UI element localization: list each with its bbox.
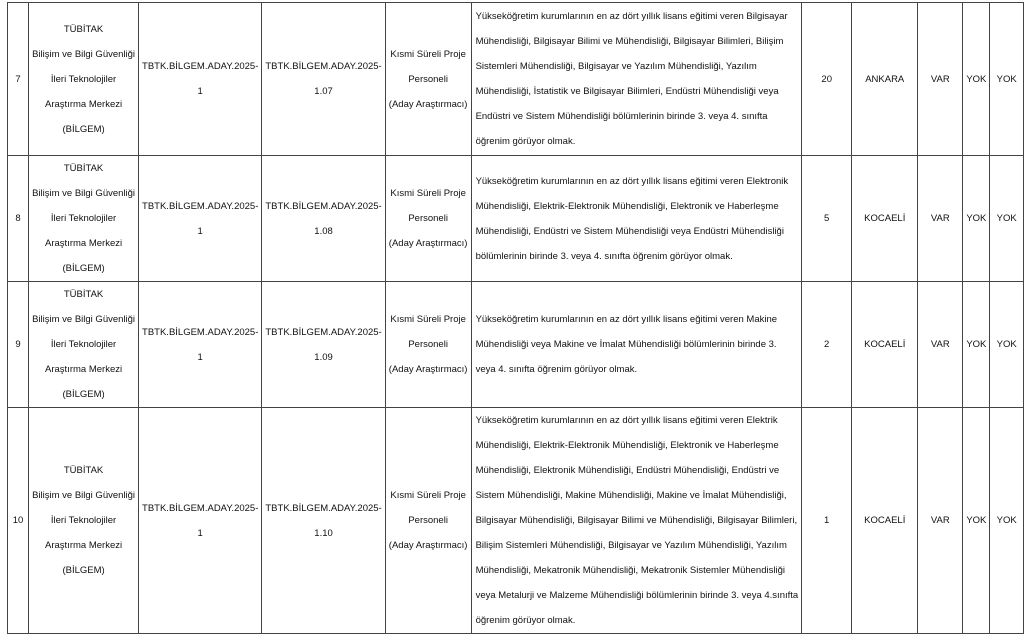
institution-cell	[29, 282, 139, 408]
position-line: (Aday Araştırmacı)	[388, 238, 468, 249]
city-cell: ANKARA	[852, 3, 918, 156]
count-cell: 5	[802, 156, 852, 282]
institution-line: Bilişim ve Bilgi Güvenliği	[32, 314, 136, 325]
position-cell	[385, 3, 471, 156]
requirement-line: veya 4. sınıfta öğrenim görüyor olmak.	[475, 364, 638, 375]
institution-line: İleri Teknolojiler	[50, 515, 117, 526]
requirement-line: Mühendisliği, İstatistik ve Bilgisayar Bilimleri, Endüstri Mühendisliği veya	[475, 86, 779, 97]
institution-cell	[29, 408, 139, 634]
requirement-line: Yükseköğretim kurumlarının en az dört yıllık lisans eğitimi veren Elektrik	[475, 415, 778, 426]
position-line: Personeli	[408, 73, 448, 85]
position-cell	[385, 408, 471, 634]
institution-line: Bilişim ve Bilgi Güvenliği	[32, 490, 136, 501]
institution-line: (BİLGEM)	[62, 389, 105, 400]
institution-line: Araştırma Merkezi	[45, 540, 123, 551]
requirement-line: Mühendisliği, Endüstri ve Sistem Mühendisliği veya Endüstri Mühendisliği	[475, 225, 784, 237]
position-code-cell	[262, 3, 385, 156]
count-cell: 2	[802, 282, 852, 408]
position-line: (Aday Araştırmacı)	[388, 540, 468, 551]
institution-line: İleri Teknolojiler	[50, 73, 117, 85]
position-code-line: 1.10	[314, 527, 333, 539]
table-row	[8, 3, 1024, 156]
var-yok-cell-a: VAR	[918, 408, 963, 634]
requirement-line: Yükseköğretim kurumlarının en az dört yıllık lisans eğitimi veren Bilgisayar	[475, 11, 788, 22]
job-listing-table	[7, 2, 1024, 634]
position-cell	[385, 282, 471, 408]
institution-line: TÜBİTAK	[63, 465, 104, 476]
position-code-line: TBTK.BİLGEM.ADAY.2025-	[265, 61, 382, 72]
var-yok-cell-b: YOK	[963, 282, 990, 408]
institution-line: TÜBİTAK	[63, 23, 104, 35]
requirement-line: Sistemleri Mühendisliği, Bilgisayar ve Yazılım Mühendisliği, Yazılım	[475, 61, 757, 72]
var-yok-cell-a: VAR	[918, 156, 963, 282]
requirement-line: öğrenim görüyor olmak.	[475, 615, 576, 626]
requirement-line: bölümlerinin birinde 3. veya 4. sınıfta öğrenim görüyor olmak.	[475, 250, 733, 262]
ad-code-line: TBTK.BİLGEM.ADAY.2025-	[142, 61, 259, 72]
count-cell: 20	[802, 3, 852, 156]
position-line: Kısmi Süreli Proje	[390, 188, 466, 199]
institution-line: TÜBİTAK	[63, 289, 104, 300]
ad-code-cell	[139, 3, 262, 156]
var-yok-cell-c: YOK	[990, 156, 1024, 282]
position-code-line: TBTK.BİLGEM.ADAY.2025-	[265, 200, 382, 212]
var-yok-cell-a: VAR	[918, 3, 963, 156]
city-cell: KOCAELİ	[852, 408, 918, 634]
position-line: Kısmi Süreli Proje	[390, 490, 466, 501]
requirements-cell	[471, 408, 802, 634]
position-cell	[385, 156, 471, 282]
var-yok-cell-c: YOK	[990, 282, 1024, 408]
requirement-line: Mühendisliği, Elektrik-Elektronik Mühendisliği, Elektronik ve Haberleşme	[475, 200, 779, 212]
count-cell: 1	[802, 408, 852, 634]
requirements-cell	[471, 3, 802, 156]
table-row	[8, 156, 1024, 282]
institution-line: İleri Teknolojiler	[50, 213, 117, 224]
ad-code-line: TBTK.BİLGEM.ADAY.2025-	[142, 200, 259, 212]
institution-line: Bilişim ve Bilgi Güvenliği	[32, 48, 136, 60]
ad-code-line: TBTK.BİLGEM.ADAY.2025-	[142, 326, 259, 338]
requirements-cell	[471, 282, 802, 408]
position-line: Kısmi Süreli Proje	[390, 48, 466, 60]
ad-code-line: 1	[197, 225, 203, 237]
institution-line: Araştırma Merkezi	[45, 98, 123, 110]
position-line: (Aday Araştırmacı)	[388, 364, 468, 375]
city-cell: KOCAELİ	[852, 156, 918, 282]
requirement-line: Mühendisliği veya Makine ve İmalat Mühendisliği bölümlerinin birinde 3.	[475, 339, 777, 350]
ad-code-line: 1	[197, 527, 203, 539]
var-yok-cell-c: YOK	[990, 3, 1024, 156]
institution-line: İleri Teknolojiler	[50, 339, 117, 350]
requirement-line: Endüstri ve Sistem Mühendisliği bölümlerinin birinde 3. veya 4. sınıfta	[475, 111, 768, 122]
position-line: Personeli	[408, 213, 448, 224]
institution-cell	[29, 156, 139, 282]
position-code-cell	[262, 282, 385, 408]
position-code-line: 1.08	[314, 225, 333, 237]
requirement-line: Mühendisliği, Mekatronik Mühendisliği, Mekatronik Sistemler Mühendisliği	[475, 565, 785, 576]
ad-code-cell	[139, 408, 262, 634]
institution-line: Bilişim ve Bilgi Güvenliği	[32, 188, 136, 199]
institution-line: (BİLGEM)	[62, 565, 105, 576]
position-code-line: 1.07	[314, 86, 333, 97]
position-code-line: 1.09	[314, 351, 333, 363]
var-yok-cell-b: YOK	[963, 408, 990, 634]
institution-line: TÜBİTAK	[63, 163, 104, 174]
position-line: Kısmi Süreli Proje	[390, 314, 466, 325]
requirement-line: veya Metalurji ve Malzeme Mühendisliği bölümlerinin birinde 3. veya 4.sınıfta	[475, 590, 799, 601]
position-line: Personeli	[408, 515, 448, 526]
row-number: 7	[8, 3, 29, 156]
institution-line: Araştırma Merkezi	[45, 238, 123, 249]
position-code-line: TBTK.BİLGEM.ADAY.2025-	[265, 326, 382, 338]
var-yok-cell-a: VAR	[918, 282, 963, 408]
ad-code-line: TBTK.BİLGEM.ADAY.2025-	[142, 502, 259, 514]
var-yok-cell-b: YOK	[963, 3, 990, 156]
table-row	[8, 408, 1024, 634]
row-number: 8	[8, 156, 29, 282]
position-code-cell	[262, 156, 385, 282]
var-yok-cell-c: YOK	[990, 408, 1024, 634]
requirement-line: Bilişim Sistemleri Mühendisliği, Bilgisayar ve Yazılım Mühendisliği, Yazılım	[475, 540, 787, 551]
ad-code-cell	[139, 156, 262, 282]
row-number: 10	[8, 408, 29, 634]
requirement-line: Mühendisliği, Elektrik-Elektronik Mühendisliği, Elektronik ve Haberleşme	[475, 440, 779, 451]
city-cell: KOCAELİ	[852, 282, 918, 408]
position-line: Personeli	[408, 339, 448, 350]
institution-line: Araştırma Merkezi	[45, 364, 123, 375]
requirement-line: Mühendisliği, Elektronik Mühendisliği, Endüstri Mühendisliği, Endüstri ve	[475, 465, 780, 476]
requirement-line: Yükseköğretim kurumlarının en az dört yıllık lisans eğitimi veren Elektronik	[475, 175, 789, 187]
requirement-line: Sistem Mühendisliği, Makine Mühendisliği, Makine ve İmalat Mühendisliği,	[475, 490, 787, 501]
requirements-cell	[471, 156, 802, 282]
ad-code-cell	[139, 282, 262, 408]
position-code-cell	[262, 408, 385, 634]
ad-code-line: 1	[197, 351, 203, 363]
institution-line: (BİLGEM)	[62, 263, 105, 274]
position-line: (Aday Araştırmacı)	[388, 98, 468, 110]
requirement-line: Bilgisayar Mühendisliği, Bilgisayar Bilimi ve Mühendisliği, Bilgisayar Bilimleri,	[475, 515, 798, 526]
requirement-line: öğrenim görüyor olmak.	[475, 136, 576, 147]
requirement-line: Yükseköğretim kurumlarının en az dört yıllık lisans eğitimi veren Makine	[475, 314, 778, 325]
institution-cell	[29, 3, 139, 156]
var-yok-cell-b: YOK	[963, 156, 990, 282]
institution-line: (BİLGEM)	[62, 123, 105, 135]
row-number: 9	[8, 282, 29, 408]
ad-code-line: 1	[197, 86, 203, 97]
position-code-line: TBTK.BİLGEM.ADAY.2025-	[265, 502, 382, 514]
requirement-line: Mühendisliği, Bilgisayar Bilimi ve Mühendisliği, Bilgisayar Bilimleri, Bilişim	[475, 36, 784, 47]
table-row	[8, 282, 1024, 408]
